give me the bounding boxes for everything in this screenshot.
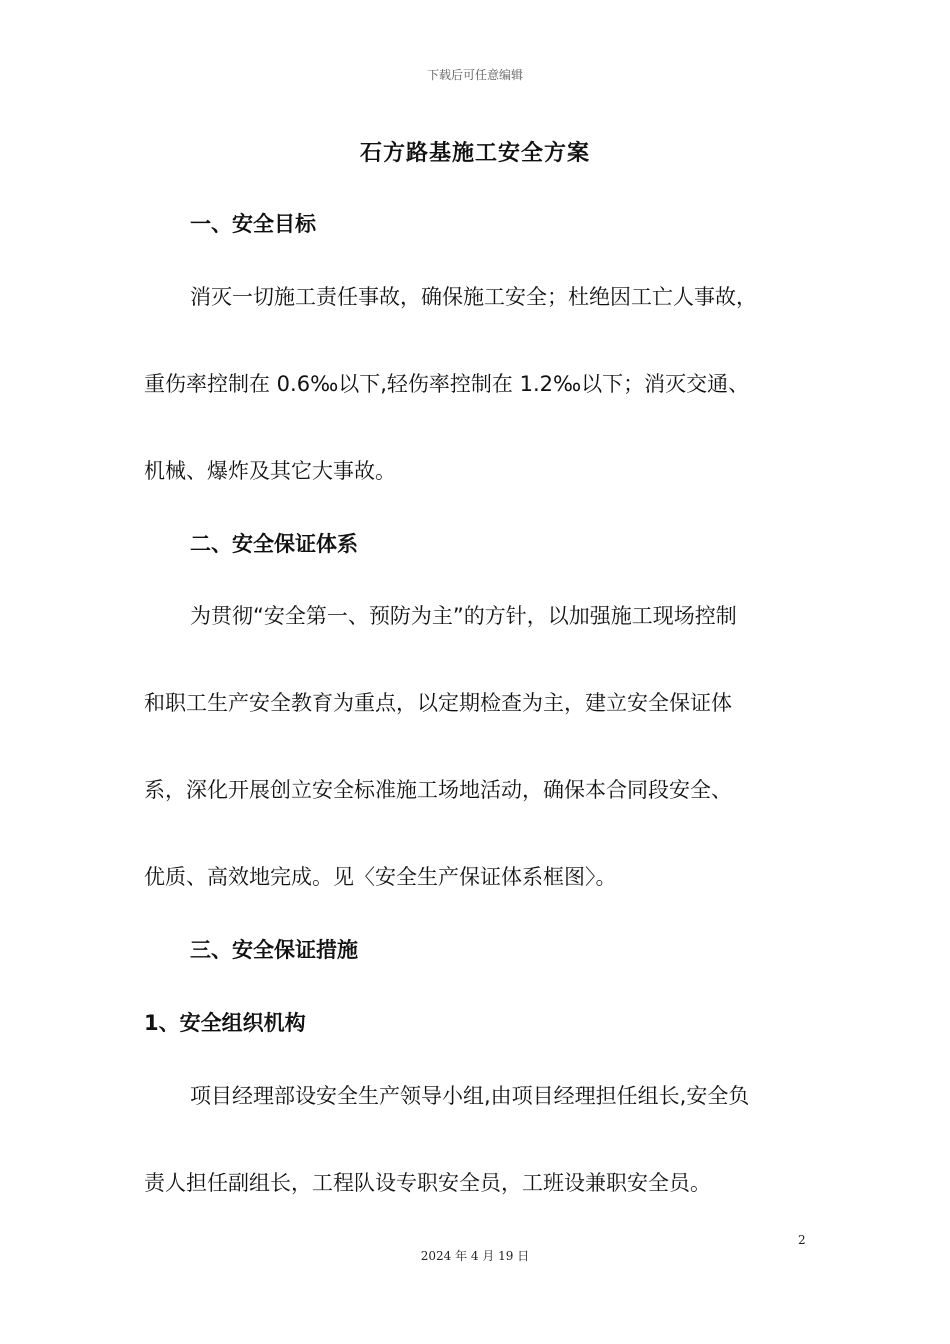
footer-date: 2024 年 4 月 19 日 [420,1249,530,1263]
paragraph-line: 重伤率控制在 0.6‰以下,轻伤率控制在 1.2‰以下；消灭交通、 [144,372,750,396]
page-number: 2 [798,1233,806,1247]
paragraph-line: 系，深化开展创立安全标准施工场地活动，确保本合同段安全、 [144,778,732,802]
section-heading-safety-system: 二、安全保证体系 [190,532,358,556]
paragraph-line: 项目经理部设安全生产领导小组,由项目经理担任组长,安全负 [190,1084,750,1108]
paragraph-line: 机械、爆炸及其它大事故。 [144,459,396,483]
section-heading-safety-measures: 三、安全保证措施 [190,938,358,962]
paragraph-line: 为贯彻“安全第一、预防为主”的方针，以加强施工现场控制 [190,604,737,628]
paragraph-line: 优质、高效地完成。见〈安全生产保证体系框图〉。 [144,865,617,889]
subsection-heading-organization: 1、安全组织机构 [144,1011,306,1035]
paragraph-line: 和职工生产安全教育为重点，以定期检查为主，建立安全保证体 [144,691,732,715]
paragraph-line: 责人担任副组长，工程队设专职安全员，工班设兼职安全员。 [144,1171,711,1195]
document-title: 石方路基施工安全方案 [359,141,590,166]
section-heading-safety-goals: 一、安全目标 [190,212,316,236]
header-note: 下载后可任意编辑 [426,68,523,82]
paragraph-line: 消灭一切施工责任事故，确保施工安全；杜绝因工亡人事故， [190,285,757,309]
